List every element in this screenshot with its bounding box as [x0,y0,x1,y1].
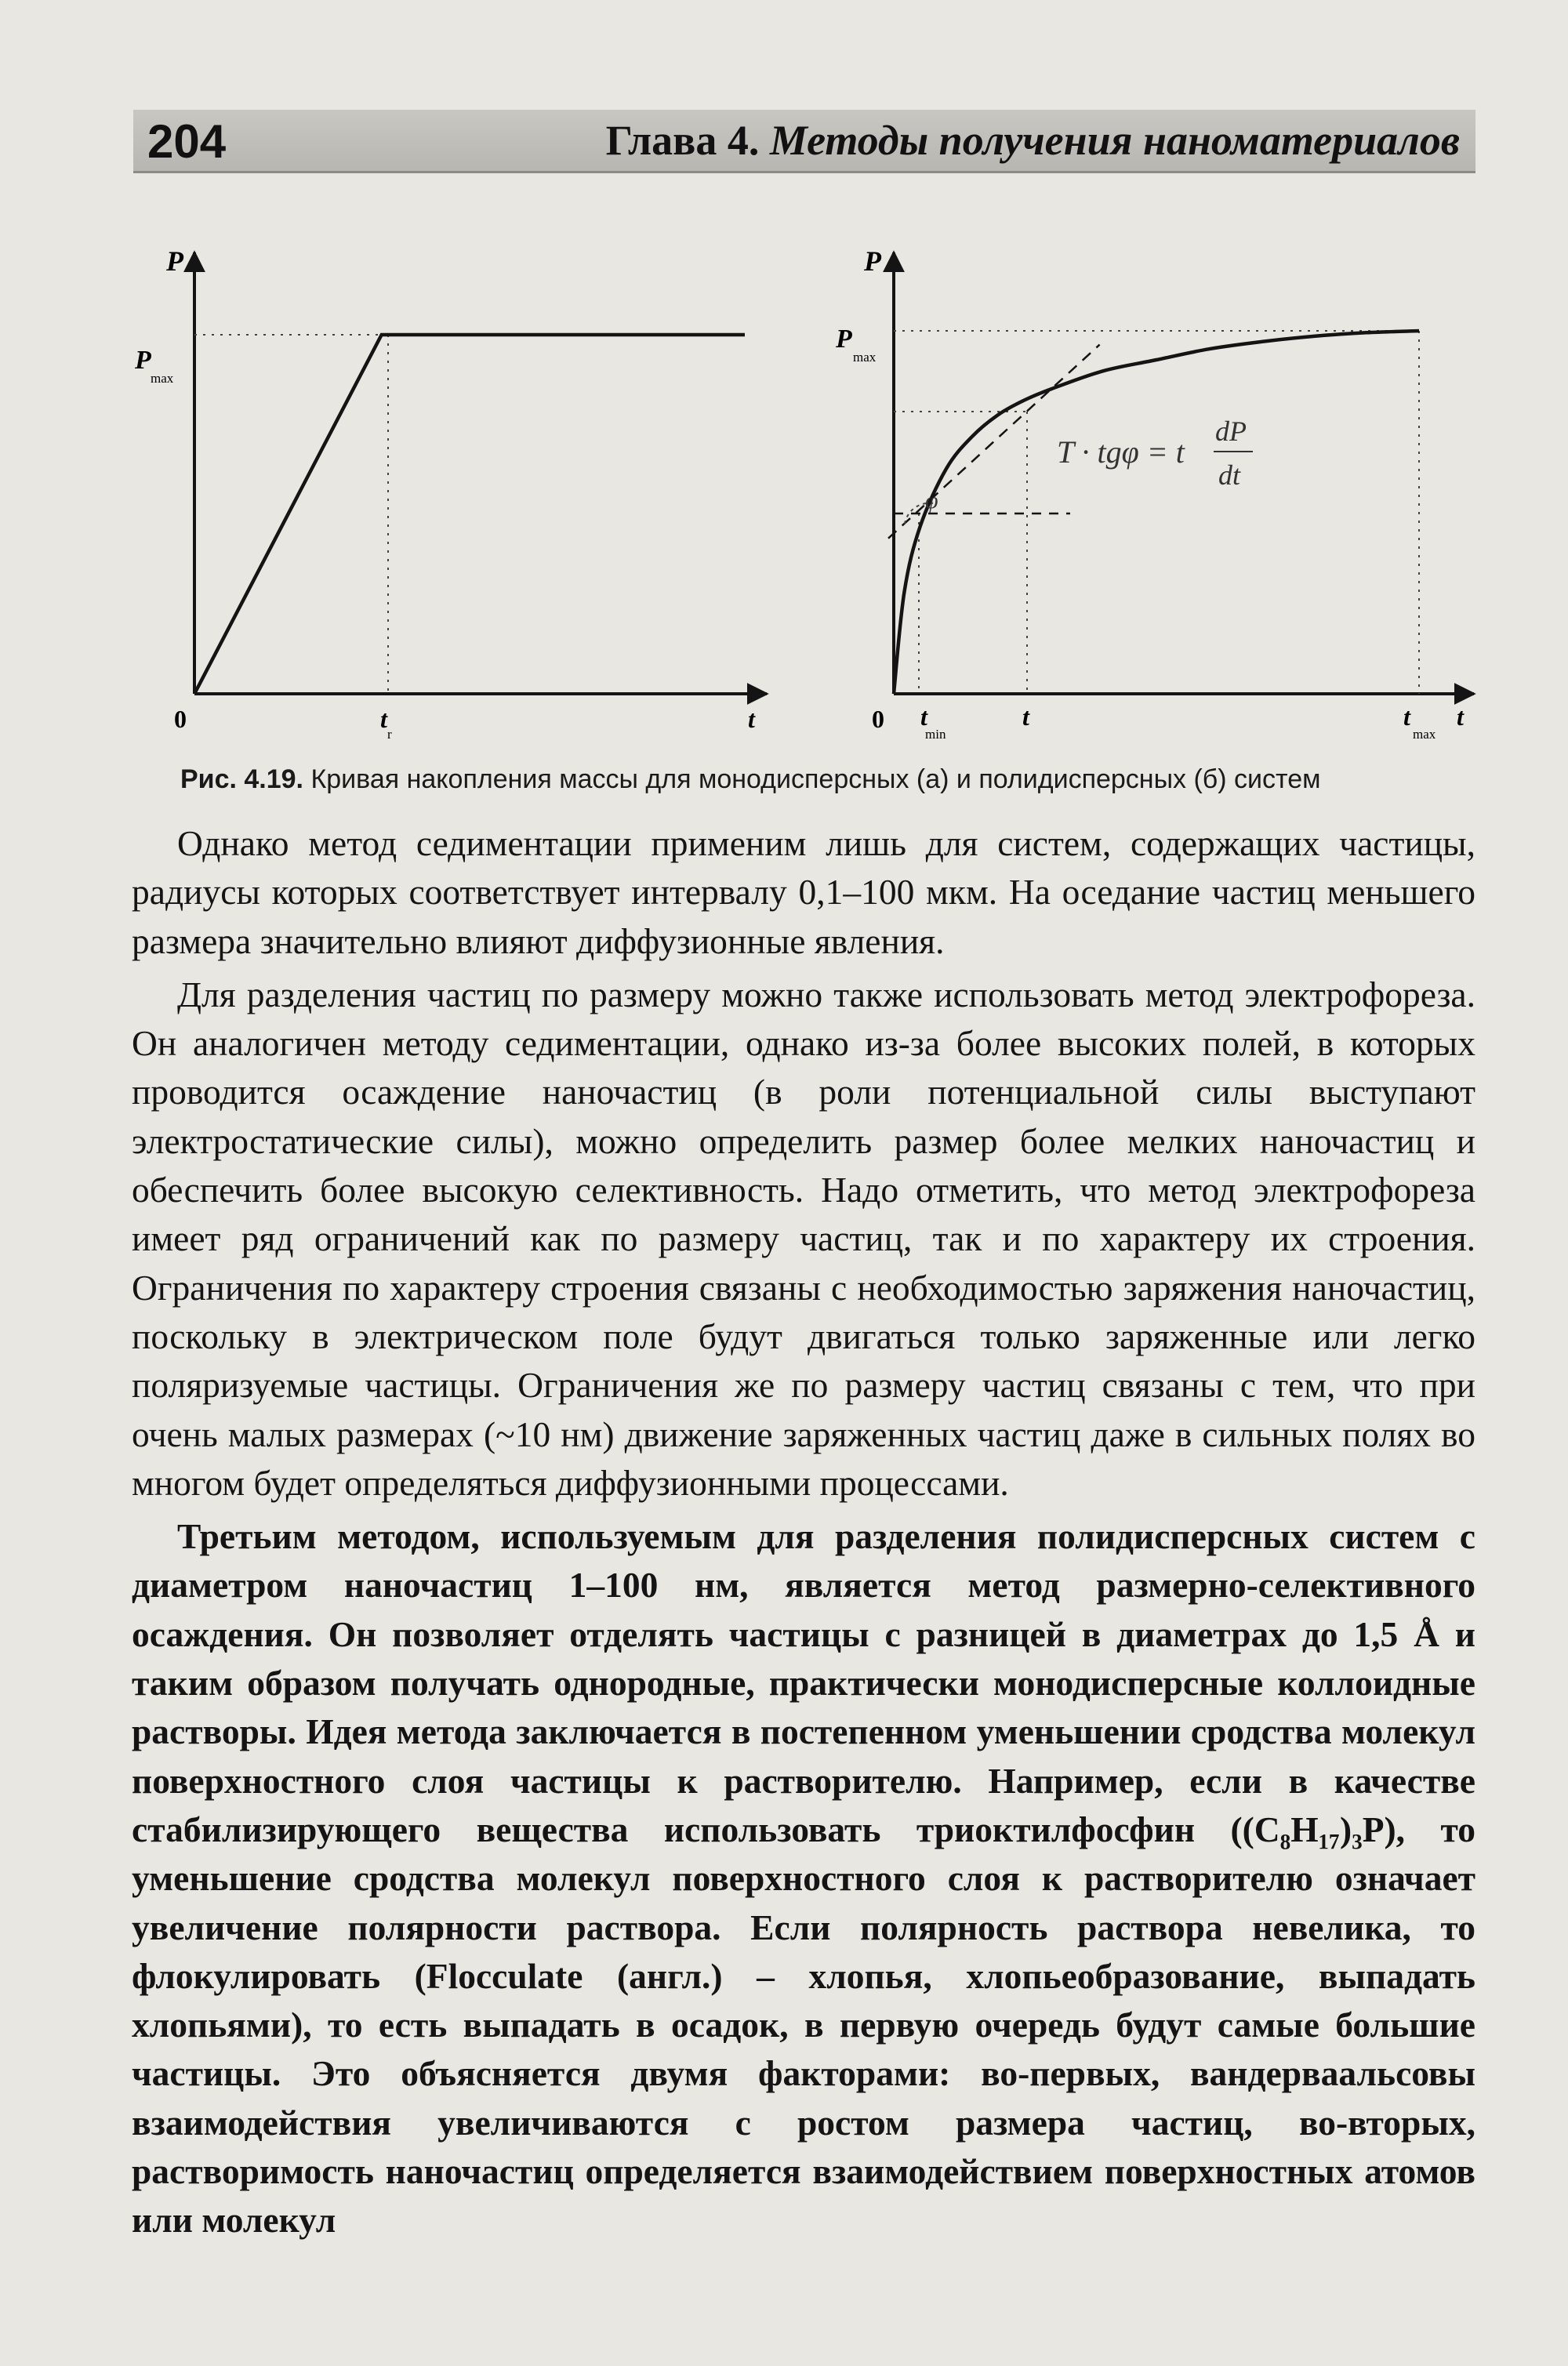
panel-b-tmax-label: t [1403,702,1410,731]
panel-b-t-label: t [1022,702,1029,731]
panel-b-origin: 0 [872,705,884,733]
body-text [132,819,1475,2245]
panel-b-formula-left: T · tgφ = t [1057,434,1185,470]
panel-a-y-label: P [166,245,183,277]
panel-a-tr-label: t [380,705,387,733]
panel-a-curve [194,335,745,694]
figure-4-19 [118,227,1490,768]
paragraph: Третьим методом, используемым для разделения полидисперсных систем с диаметром наночастиц 1–100 нм, является метод размерно-селективного осаждения. Он позволяет отделять частицы с разницей в диаметрах до 1,5 Å и таким образом получать однородные, практически монодисперсные коллоидные растворы. Идея метода заключается в постепенном уменьшении сродства молекул поверхностного слоя частицы к растворителю. Например, если в качестве стабилизирующего вещества использовать триоктилфосфин ((C₈H₁₇)₃P), то уменьшение сродства молекул поверхностного слоя к растворителю означает увеличение полярности раствора. Если полярность раствора невелика, то флокулировать (Flocculate (англ.) – хлопья, хлопьеобразование, выпадать хлопьями), то есть выпадать в осадок, в первую очередь будут самые большие частицы. Это объясняется двумя факторами: во-первых, вандерваальсовы взаимодействия увеличиваются с ростом размера частиц, во-вторых, растворимость наночастиц определяется взаимодействием поверхностных атомов или молекул [132,1516,1475,2241]
panel-b-tmax-sub: max [1413,727,1436,742]
panel-b-formula-num: dP [1215,416,1247,447]
panel-a [134,245,767,742]
panel-a-tr-sub: r [387,727,392,742]
caption-label: Рис. 4.19. [180,764,304,794]
running-head [133,110,1475,173]
page-number: 204 [147,115,227,168]
paragraph: Для разделения частиц по размеру можно также использовать метод электрофореза. Он аналогичен методу седиментации, однако из-за более высоких полей, в которых проводится осаждение наночастиц (в роли потенциальной силы выступают электростатические силы), можно определить размер более мелких наночастиц и обеспечить более высокую селективность. Надо отметить, что метод электрофореза имеет ряд ограничений как по размеру частиц, так и по характеру их строения. Ограничения по характеру строения связаны с необходимостью заряжения наночастиц, поскольку в электрическом поле будут двигаться только заряженные или легко поляризуемые частицы. Ограничения же по размеру частиц связаны с тем, что при очень малых размерах (~10 нм) движение заряженных частиц даже в сильных полях во многом будет определяться диффузионными процессами. [132,974,1475,1503]
panel-b-x-label: t [1457,702,1464,731]
panel-b-formula-den: dt [1218,459,1241,491]
panel-a-pmax-sub: max [151,371,174,386]
paragraph: Однако метод седиментации применим лишь для систем, содержащих частицы, радиусы которых соответствует интервалу 0,1–100 мкм. На оседание частиц меньшего размера значительно влияют диффузионные явления. [132,823,1475,961]
caption-text: Кривая накопления массы для монодисперсных (а) и полидисперсных (б) систем [303,764,1321,794]
chapter-title [606,116,1460,165]
panel-b-curve [894,331,1419,694]
panel-b-angle-label: φ [925,488,938,513]
panel-b-y-label: P [864,245,881,277]
panel-a-pmax-label: P [135,346,151,375]
chapter-name: Методы получения наноматериалов [769,117,1460,164]
panel-b-pmax-label: P [836,325,852,354]
panel-a-origin: 0 [174,705,187,733]
panel-b-tmin-sub: min [925,727,946,742]
panel-b-tmin-label: t [920,702,927,731]
panel-b [835,245,1474,742]
chapter-prefix: Глава 4. [605,117,770,164]
figure-svg [118,227,1490,768]
panel-a-x-label: t [748,705,755,733]
panel-b-pmax-sub: max [853,350,877,365]
figure-caption [180,764,1513,795]
